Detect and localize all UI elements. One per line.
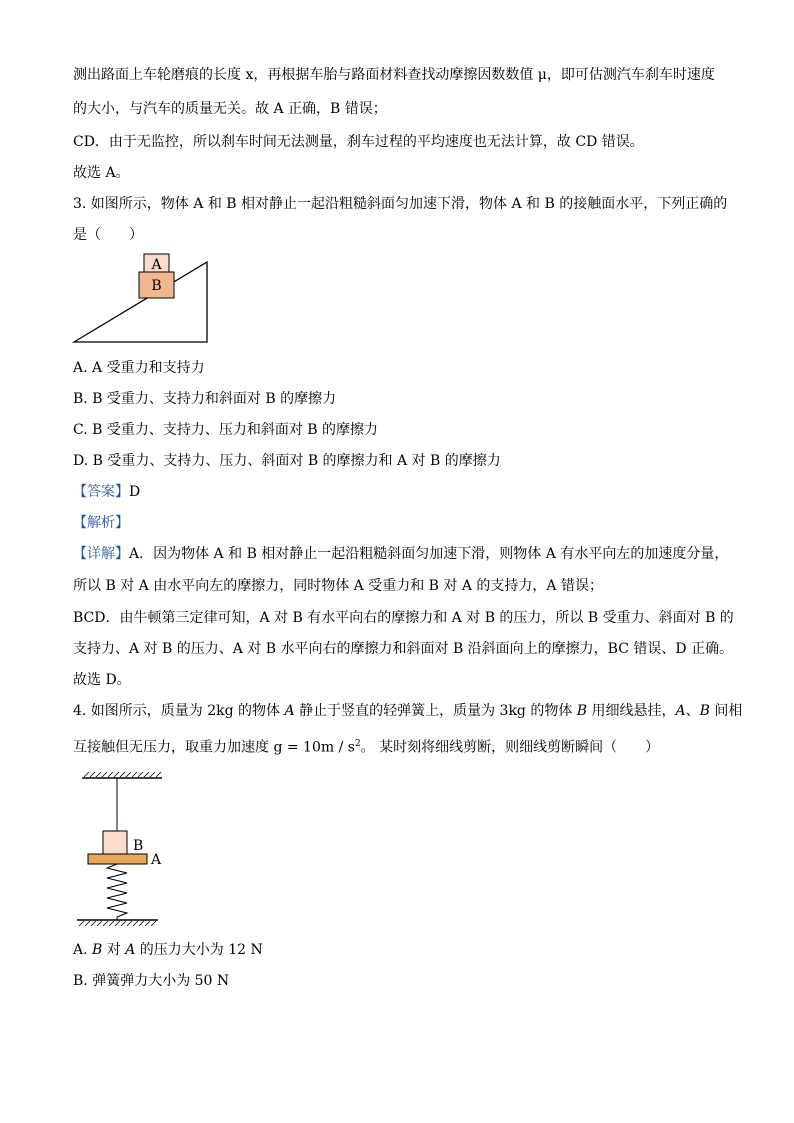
explanation-line: BCD．由牛顿第三定律可知，A 对 B 有水平向右的摩擦力和 A 对 B 的压力，所以 B 受重力、斜面对 B 的 [73,610,734,626]
stem-text: 用细线悬挂， [587,703,676,719]
stem-text: 间相 [709,703,743,719]
var-a: A [675,703,686,719]
text-line: 测出路面上车轮磨痕的长度 x，再根据车胎与路面材料查找动摩擦因数数值 μ，即可估测汽车刹车时速度 [73,67,715,83]
option-c: C. B 受重力、支持力、压力和斜面对 B 的摩擦力 [73,422,379,438]
label-b: B [151,278,162,294]
question-4-stem [73,735,659,757]
label-a: A [151,852,162,868]
option-text: 对 [102,942,126,958]
var-a: A [284,703,295,719]
stem-text: 静止于竖直的轻弹簧上，质量为 3kg 的物体 [294,703,577,719]
superscript: 2 [354,739,361,749]
stem-text: 4. 如图所示，质量为 2kg 的物体 [73,703,285,719]
var-b: B [92,942,103,958]
explanation-text: A．因为物体 A 和 B 相对静止一起沿粗糙斜面匀加速下滑，则物体 A 有水平向左的加速度分量， [129,546,729,562]
spring [107,864,127,920]
var-b: B [699,703,710,719]
answer-label: 【答案】 [73,484,129,500]
incline-figure [72,252,212,346]
explanation-line [73,545,728,563]
option-d: D. B 受重力、支持力、压力、斜面对 B 的摩擦力和 A 对 B 的摩擦力 [73,453,501,469]
explanation-line: 支持力、A 对 B 的压力、A 对 B 水平向右的摩擦力和斜面对 B 沿斜面向上的摩擦力，BC 错误、D 正确。 [73,641,734,657]
explanation-line: 故选 D。 [73,672,131,688]
stem-text: 。 某时刻将细线剪断，则细线剪断瞬间（ ） [360,739,660,756]
explanation-line: 所以 B 对 A 由水平向左的摩擦力，同时物体 A 受重力和 B 对 A 的支持力，A 错误； [73,578,603,594]
question-3-stem: 3. 如图所示，物体 A 和 B 相对静止一起沿粗糙斜面匀加速下滑，物体 A 和 B 的接触面水平，下列正确的 [73,196,728,212]
option-b: B. 弹簧弹力大小为 50 N [73,973,230,989]
label-a: A [151,257,162,273]
option-b: B. B 受重力、支持力和斜面对 B 的摩擦力 [73,391,337,407]
text-line: 的大小，与汽车的质量无关。故 A 正确，B 错误； [73,101,387,117]
option-text: A. [73,942,93,958]
option-a: A. A 受重力和支持力 [73,360,205,376]
spring-figure [72,770,182,930]
var-a: A [125,942,136,958]
block-b [103,831,127,854]
answer-line [73,483,140,501]
detail-label: 【详解】 [73,546,129,562]
floor [77,920,158,926]
plate-a [88,854,147,864]
text-line: 故选 A。 [73,165,130,181]
stem-text: 互接触但无压力，取重力加速度 g = 10m / s [73,739,355,756]
stem-text: 、 [685,703,700,719]
text-line: CD．由于无监控，所以刹车时间无法测量，刹车过程的平均速度也无法计算，故 CD 错误。 [73,134,644,150]
var-b: B [576,703,588,719]
question-4-stem [73,702,742,720]
label-b: B [133,838,144,854]
ceiling [82,772,162,778]
answer-value: D [129,484,141,500]
question-3-stem: 是（ ） [73,227,143,243]
analysis-label: 【解析】 [73,515,129,531]
option-a [73,941,263,959]
option-text: 的压力大小为 12 N [135,942,263,958]
